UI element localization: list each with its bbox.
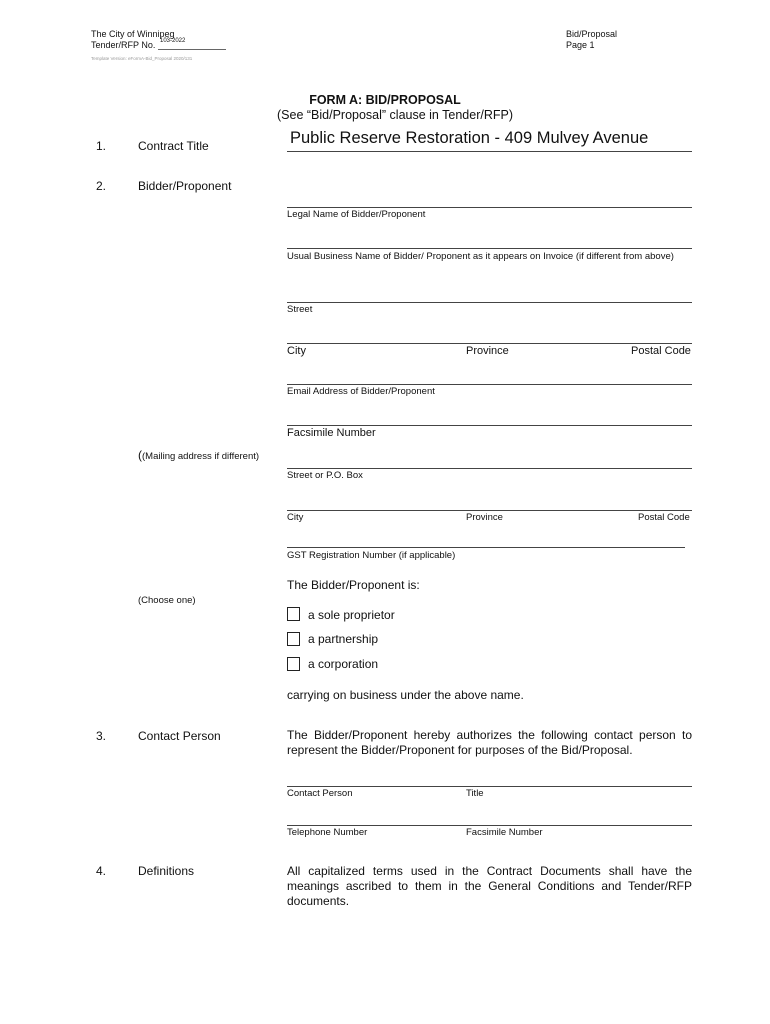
- legal-name-label: Legal Name of Bidder/Proponent: [287, 209, 426, 220]
- section-1-label: Contract Title: [138, 139, 209, 153]
- telephone-label: Telephone Number: [287, 827, 368, 838]
- org-name: The City of Winnipeg: [91, 29, 175, 39]
- usual-name-field[interactable]: [287, 248, 692, 249]
- contact-title-label: Title: [466, 788, 484, 799]
- tender-label: Tender/RFP No.: [91, 40, 156, 50]
- section-1-number: 1.: [96, 139, 107, 153]
- street-po-field[interactable]: [287, 468, 692, 469]
- section-2-label: Bidder/Proponent: [138, 179, 232, 193]
- page-number: Page 1: [566, 40, 595, 50]
- corporation-label: a corporation: [308, 657, 379, 671]
- street-field[interactable]: [287, 302, 692, 303]
- mailing-postal-label: Postal Code: [638, 512, 690, 523]
- fax-field[interactable]: [287, 425, 692, 426]
- mailing-address-note: ((Mailing address if different): [138, 448, 260, 462]
- email-label: Email Address of Bidder/Proponent: [287, 386, 435, 397]
- mailing-city-label: City: [287, 512, 304, 523]
- contact-title-field[interactable]: [287, 786, 692, 787]
- definitions-text: All capitalized terms used in the Contract Documents shall have the meanings ascribed to them in the General Conditions and Tender/RFP documents.: [287, 864, 692, 908]
- tender-number: 103-2022: [160, 38, 186, 44]
- section-4-label: Definitions: [138, 864, 195, 878]
- city-label: City: [287, 345, 306, 357]
- section-3-number: 3.: [96, 729, 107, 743]
- partnership-checkbox[interactable]: [287, 632, 300, 646]
- partnership-label: a partnership: [308, 632, 379, 646]
- street-label: Street: [287, 304, 313, 315]
- doc-type: Bid/Proposal: [566, 29, 618, 39]
- postal-code-label: Postal Code: [631, 345, 691, 357]
- contract-title-value: Public Reserve Restoration - 409 Mulvey Avenue: [290, 129, 649, 147]
- choose-one-note: (Choose one): [138, 595, 196, 606]
- legal-name-field[interactable]: [287, 207, 692, 208]
- form-subtitle: (See “Bid/Proposal” clause in Tender/RFP): [277, 108, 513, 122]
- contact-fax-label: Facsimile Number: [466, 827, 543, 838]
- mailing-city-field[interactable]: [287, 510, 692, 511]
- section-4-number: 4.: [96, 864, 107, 878]
- mailing-province-label: Province: [466, 512, 503, 523]
- tender-number-line: [158, 49, 226, 50]
- contact-authorization-text: The Bidder/Proponent hereby authorizes the following contact person to represent the Bidder/Proponent for purposes of the Bid/Proposal.: [287, 728, 692, 757]
- street-po-label: Street or P.O. Box: [287, 470, 363, 481]
- form-title: FORM A: BID/PROPOSAL: [309, 93, 461, 107]
- template-version: Template Version: eFormA-Bid_Proposal 2020/131: [91, 56, 193, 61]
- carrying-on-text: carrying on business under the above name.: [287, 688, 524, 702]
- fax-label: Facsimile Number: [287, 427, 376, 439]
- usual-name-label: Usual Business Name of Bidder/ Proponent as it appears on Invoice (if different from above): [287, 251, 674, 262]
- section-3-label: Contact Person: [138, 729, 221, 743]
- corporation-checkbox[interactable]: [287, 657, 300, 671]
- province-label: Province: [466, 345, 509, 357]
- city-province-postal-field[interactable]: [287, 343, 692, 344]
- section-2-number: 2.: [96, 179, 107, 193]
- sole-proprietor-checkbox[interactable]: [287, 607, 300, 621]
- email-field[interactable]: [287, 384, 692, 385]
- gst-label: GST Registration Number (if applicable): [287, 550, 456, 561]
- contract-title-line: [287, 151, 692, 152]
- sole-proprietor-label: a sole proprietor: [308, 608, 395, 622]
- entity-type-label: The Bidder/Proponent is:: [287, 578, 420, 592]
- contact-person-label: Contact Person: [287, 788, 353, 799]
- gst-field[interactable]: [287, 547, 685, 548]
- contact-phone-fax-field[interactable]: [287, 825, 692, 826]
